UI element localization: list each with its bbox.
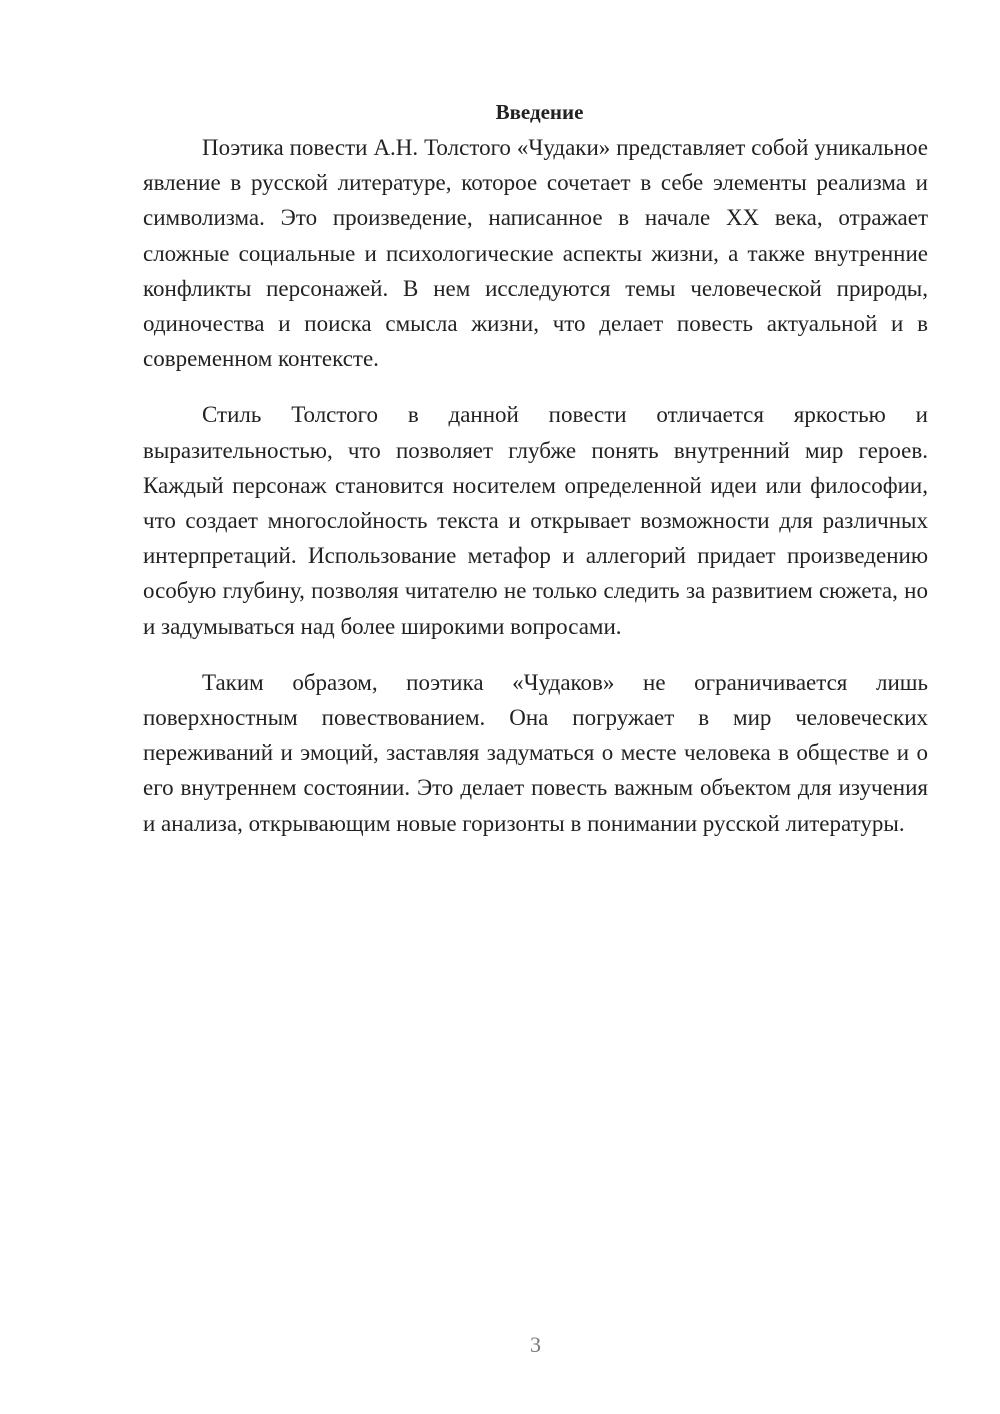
section-heading: Введение [495,100,584,124]
paragraph-3: Таким образом, поэтика «Чудаков» не ограничивается лишь поверхностным повествованием. Она погружает в мир человеческих переживаний и эмоций, заставляя задуматься о месте человека в обществе и о его внутреннем состоянии. Это делает повесть важным объектом для изучения и анализа, открывающим новые горизонты в понимании русской литературы. [143,669,928,836]
page-number: 3 [530,1332,541,1357]
page-body [143,95,928,841]
paragraph-2: Стиль Толстого в данной повести отличается яркостью и выразительностью, что позволяет глубже понять внутренний мир героев. Каждый персонаж становится носителем определенной идеи или философии, что создает многослойность текста и открывает возможности для различных интерпретаций. Использование метафор и аллегорий придает произведению особую глубину, позволяя читателю не только следить за развитием сюжета, но и задумываться над более широкими вопросами. [143,402,928,639]
paragraph-1: Поэтика повести А.Н. Толстого «Чудаки» представляет собой уникальное явление в русской литературе, которое сочетает в себе элементы реализма и символизма. Это произведение, написанное в начале XX века, отражает сложные социальные и психологические аспекты жизни, а также внутренние конфликты персонажей. В нем исследуются темы человеческой природы, одиночества и поиска смысла жизни, что делает повесть актуальной и в современном контексте. [143,135,928,372]
